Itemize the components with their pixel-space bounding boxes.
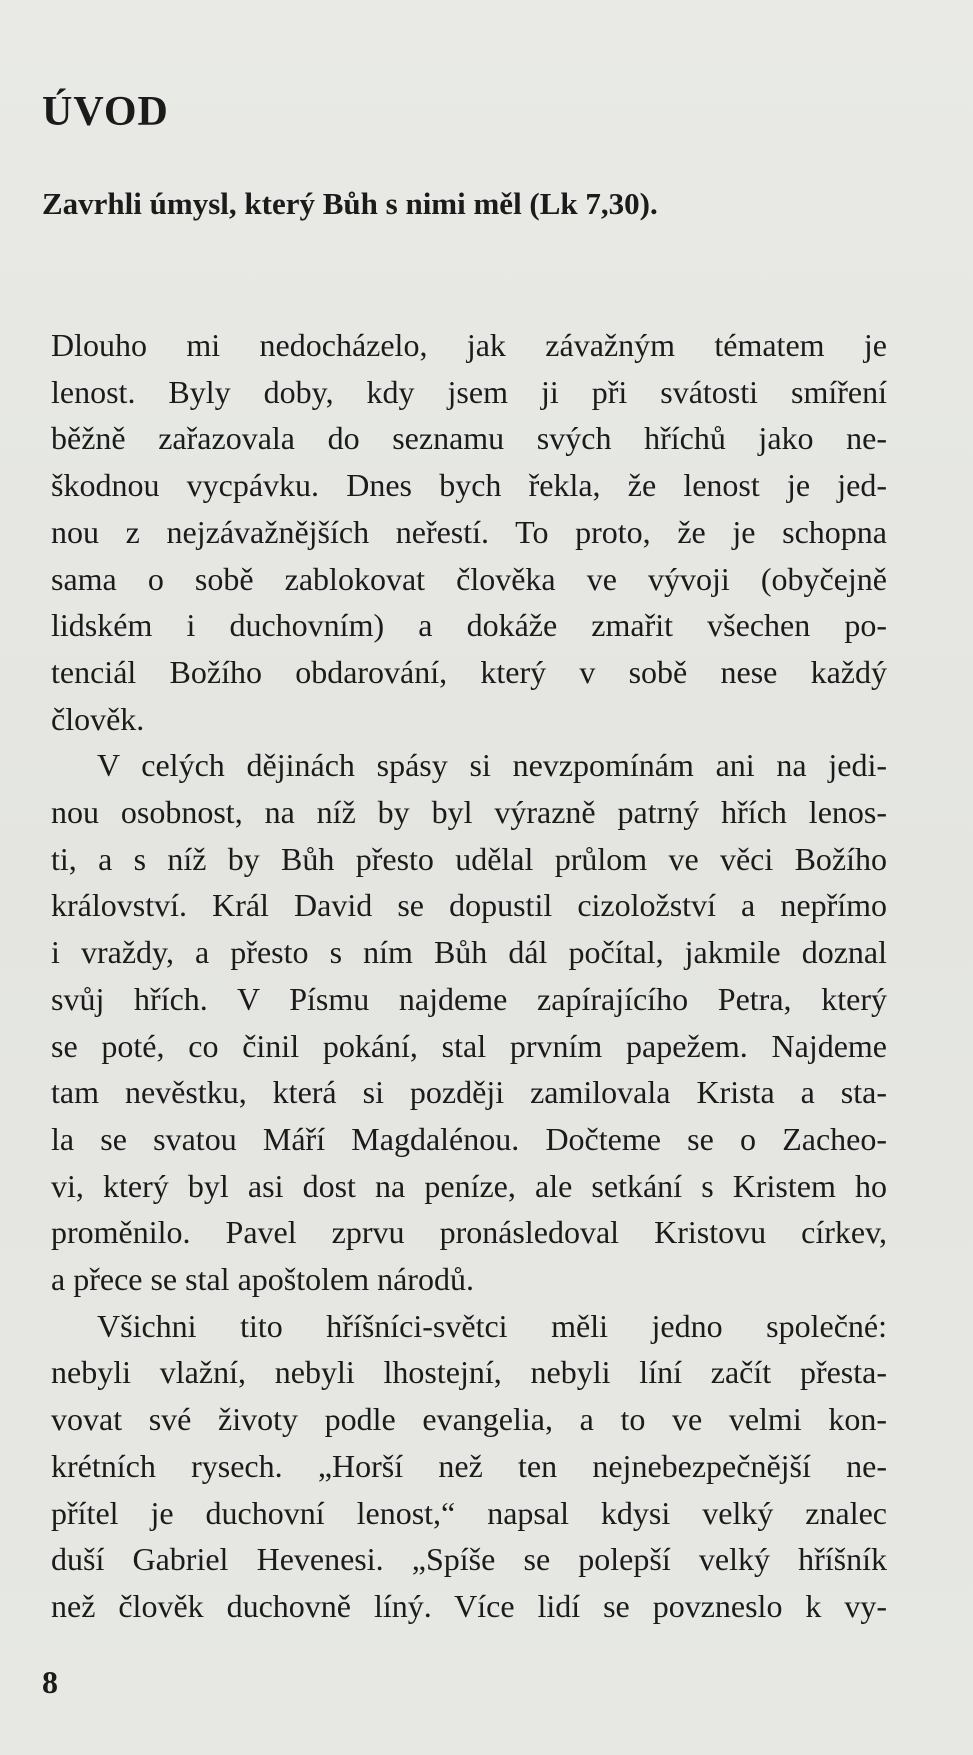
text-line: království. Král David se dopustil cizoložství a nepřímo [51, 887, 887, 924]
text-line: lidském i duchovním) a dokáže zmařit všechen po- [51, 607, 887, 644]
text-line: proměnilo. Pavel zprvu pronásledoval Kristovu církev, [51, 1214, 887, 1251]
text-line: vi, který byl asi dost na peníze, ale setkání s Kristem ho [51, 1167, 887, 1204]
text-line: ti, a s níž by Bůh přesto udělal průlom ve věci Božího [51, 840, 887, 877]
text-line: vovat své životy podle evangelia, a to ve velmi kon- [51, 1401, 887, 1438]
text-line: Všichni tito hříšníci-světci měli jedno společné: [97, 1307, 887, 1344]
text-line: lenost. Byly doby, kdy jsem ji při svátosti smíření [51, 373, 887, 410]
body-text [51, 322, 887, 1630]
text-line: běžně zařazovala do seznamu svých hříchů jako ne- [51, 420, 887, 457]
text-line: přítel je duchovní lenost,“ napsal kdysi velký znalec [51, 1494, 887, 1531]
text-line: nebyli vlažní, nebyli lhostejní, nebyli líní začít přesta- [51, 1354, 887, 1391]
chapter-motto: Zavrhli úmysl, který Bůh s nimi měl (Lk 7,30). [42, 186, 658, 221]
text-line: duší Gabriel Hevenesi. „Spíše se polepší velký hříšník [51, 1541, 887, 1578]
paragraph-3 [51, 1303, 887, 1630]
text-line: nou osobnost, na níž by byl výrazně patrný hřích lenos- [51, 794, 887, 831]
chapter-heading: ÚVOD [42, 89, 169, 135]
text-line: i vraždy, a přesto s ním Bůh dál počítal, jakmile doznal [51, 934, 887, 971]
text-line: škodnou vycpávku. Dnes bych řekla, že lenost je jed- [51, 467, 887, 504]
text-line: sama o sobě zablokovat člověka ve vývoji (obyčejně [51, 560, 887, 597]
text-line: Dlouho mi nedocházelo, jak závažným tématem je [51, 327, 887, 363]
page-number: 8 [42, 1664, 58, 1700]
text-line: a přece se stal apoštolem národů. [51, 1261, 474, 1298]
text-line: la se svatou Máří Magdalénou. Dočteme se o Zacheo- [51, 1120, 887, 1157]
text-line: svůj hřích. V Písmu najdeme zapírajícího Petra, který [51, 980, 887, 1017]
paragraph-1 [51, 322, 887, 742]
text-line: krétních rysech. „Horší než ten nejnebezpečnější ne- [51, 1447, 887, 1484]
text-line: tam nevěstku, která si později zamilovala Krista a sta- [51, 1074, 887, 1111]
text-line: se poté, co činil pokání, stal prvním papežem. Najdeme [51, 1027, 887, 1064]
text-line: tenciál Božího obdarování, který v sobě nese každý [51, 653, 887, 690]
text-line: než člověk duchovně líný. Více lidí se povzneslo k vy- [51, 1587, 887, 1624]
text-line: člověk. [51, 700, 145, 737]
paragraph-2 [51, 742, 887, 1302]
text-line: V celých dějinách spásy si nevzpomínám ani na jedi- [97, 747, 887, 784]
text-line: nou z nejzávažnějších neřestí. To proto, že je schopna [51, 513, 887, 550]
